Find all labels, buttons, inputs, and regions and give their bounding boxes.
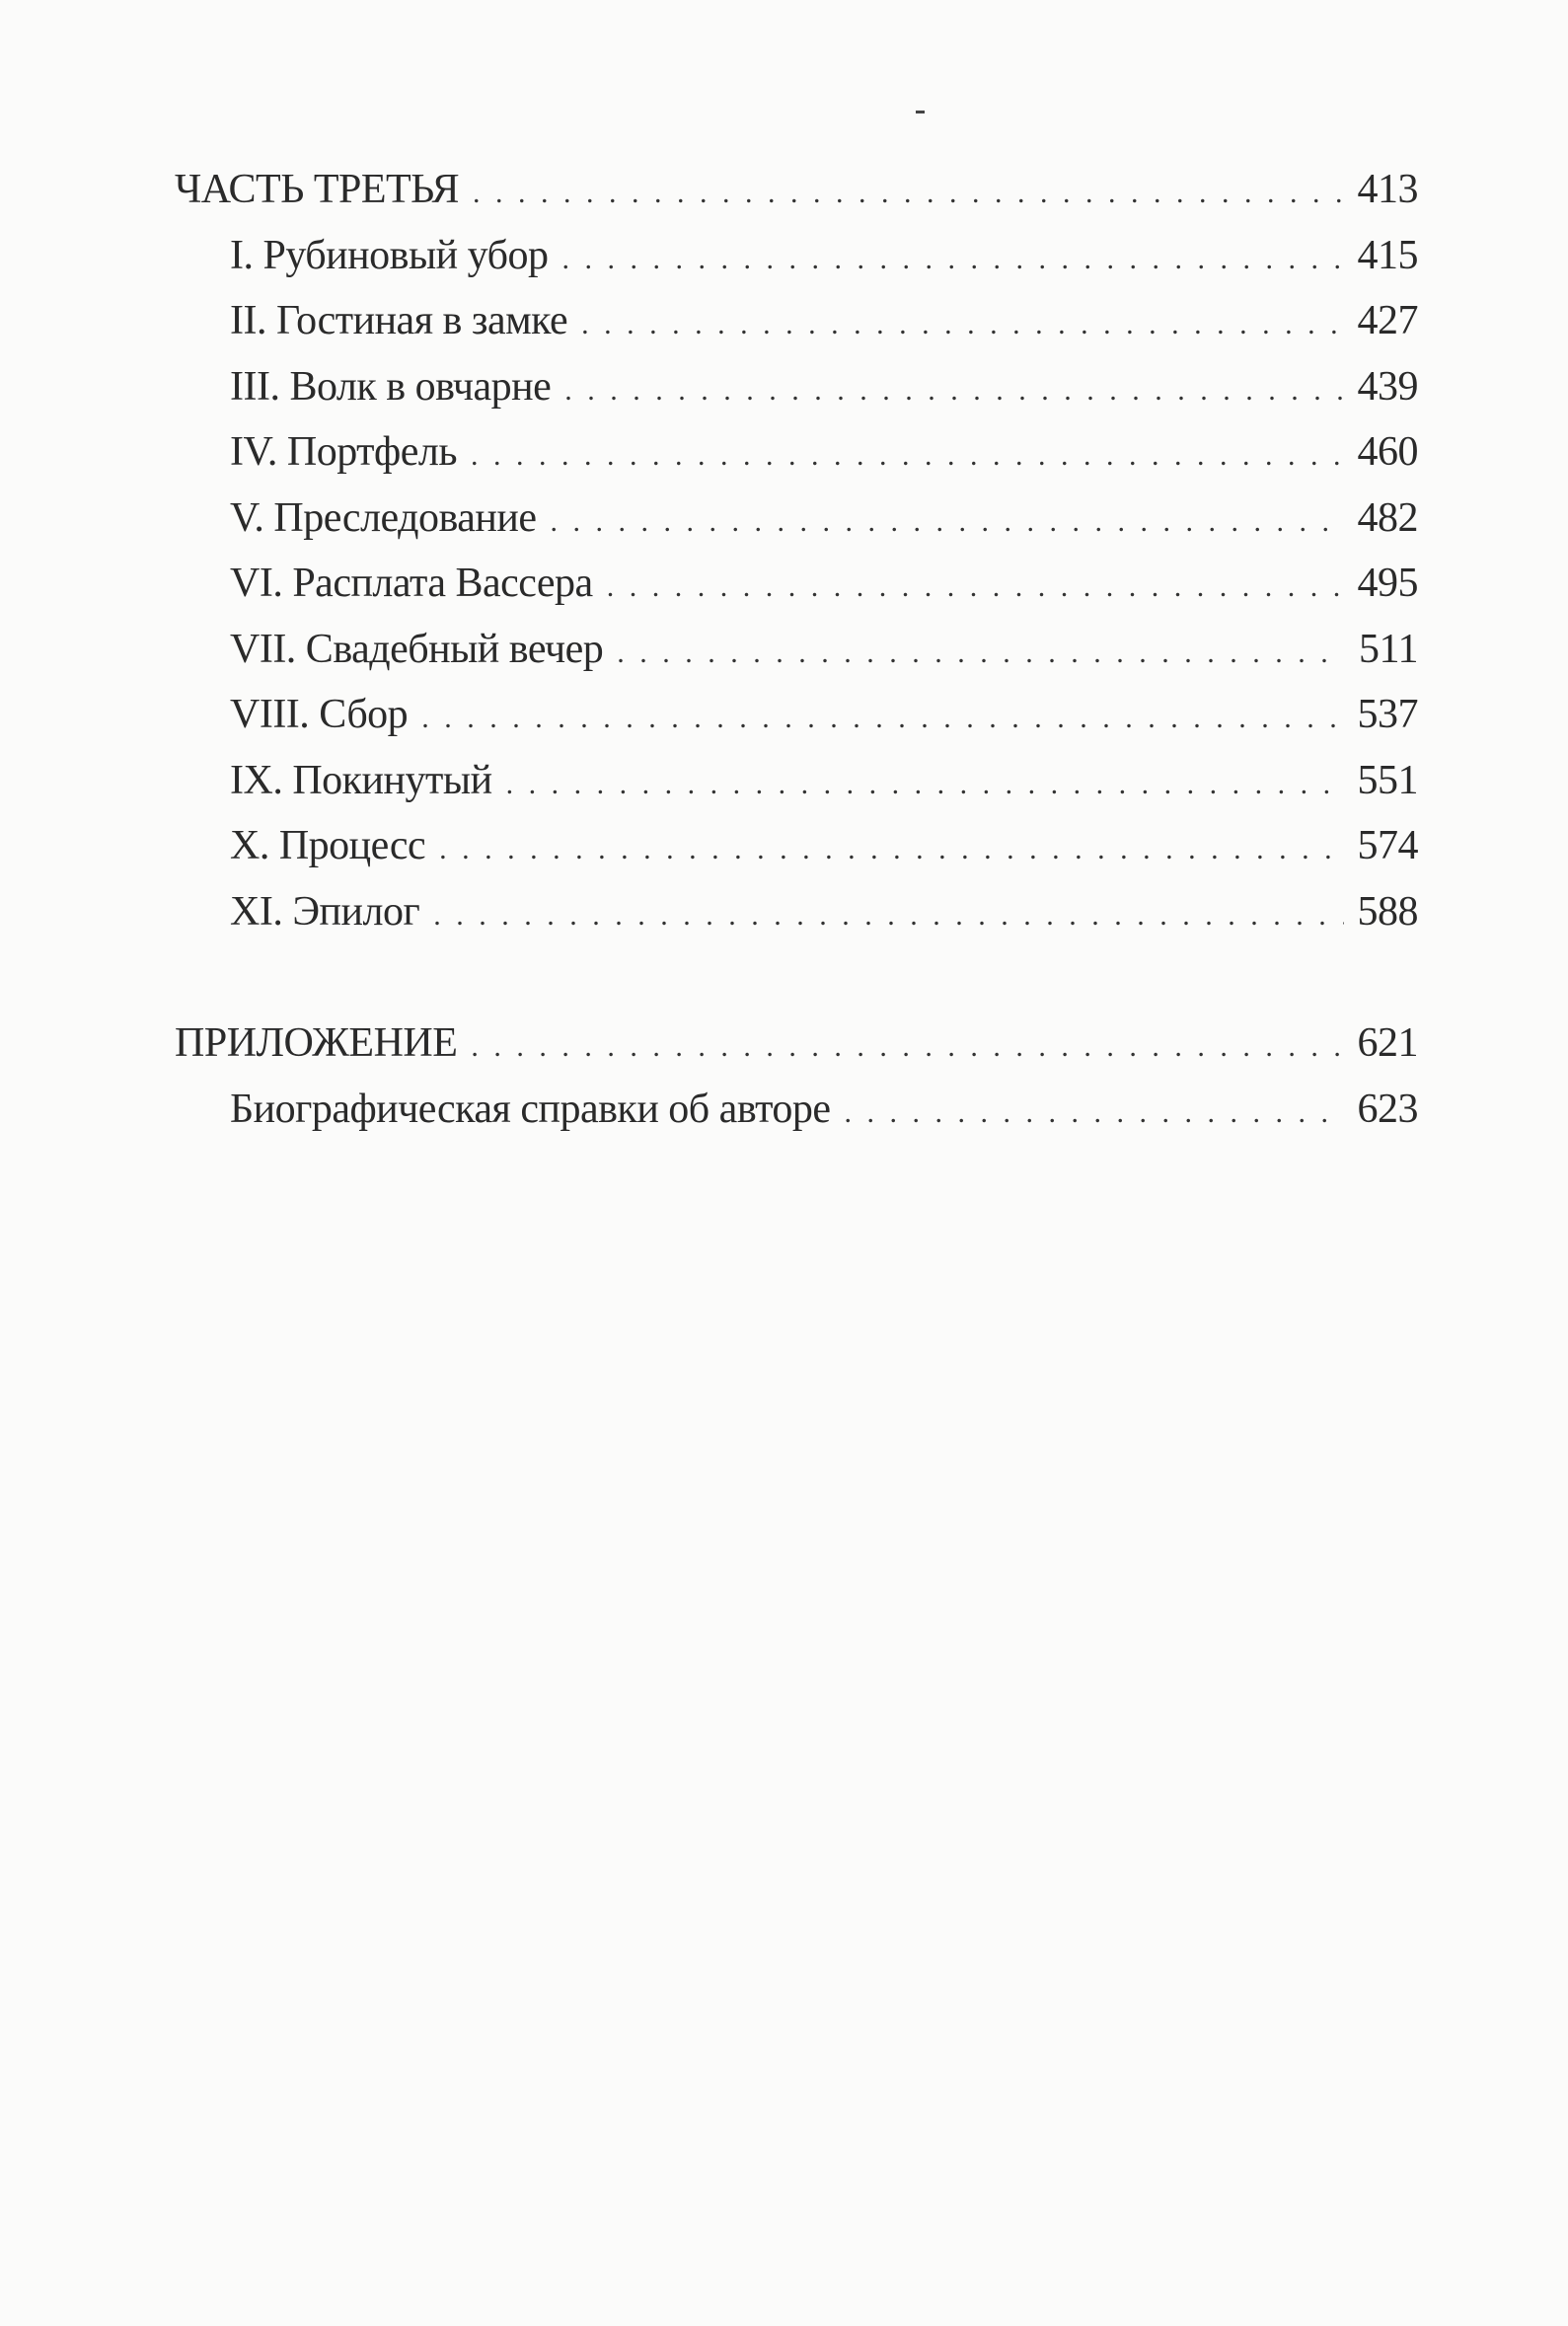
- entry-title: Биографическая справки об авторе: [230, 1086, 831, 1132]
- toc-entry-chapter: [175, 626, 1418, 692]
- table-of-contents: [175, 166, 1418, 1151]
- toc-entry-chapter: [175, 822, 1418, 888]
- entry-title: V. Преследование: [230, 494, 537, 541]
- toc-entry-part-three: [175, 166, 1418, 232]
- dot-leader: [581, 308, 1343, 341]
- dot-leader: [421, 702, 1343, 735]
- toc-entry-chapter: [175, 757, 1418, 823]
- print-mark: [916, 111, 925, 113]
- toc-entry-chapter: [175, 297, 1418, 363]
- entry-page: 427: [1357, 298, 1418, 343]
- toc-entry-chapter: [175, 560, 1418, 626]
- entry-title: IV. Портфель: [230, 429, 458, 475]
- entry-title: XI. Эпилог: [230, 888, 420, 935]
- dot-leader: [561, 243, 1343, 276]
- toc-entry-chapter: [175, 1086, 1418, 1152]
- toc-entry-chapter: [175, 232, 1418, 298]
- entry-title: II. Гостиная в замке: [230, 298, 568, 343]
- dot-leader: [473, 177, 1343, 210]
- entry-page: 574: [1357, 823, 1418, 868]
- dot-leader: [551, 505, 1344, 539]
- dot-leader: [845, 1096, 1344, 1130]
- entry-page: 482: [1357, 494, 1418, 541]
- toc-entry-chapter: [175, 494, 1418, 561]
- entry-title: ЧАСТЬ ТРЕТЬЯ: [175, 167, 460, 212]
- dot-leader: [607, 570, 1344, 604]
- entry-title: IX. Покинутый: [230, 757, 492, 803]
- entry-page: 551: [1357, 757, 1418, 803]
- entry-page: 413: [1357, 167, 1418, 212]
- dot-leader: [471, 439, 1343, 473]
- entry-page: 495: [1357, 561, 1418, 606]
- dot-leader: [564, 374, 1343, 408]
- entry-page: 511: [1359, 626, 1418, 672]
- dot-leader: [439, 833, 1343, 866]
- entry-page: 588: [1357, 888, 1418, 935]
- entry-title: X. Процесс: [230, 823, 426, 868]
- entry-title: VII. Свадебный вечер: [230, 626, 604, 672]
- entry-title: I. Рубиновый убор: [230, 232, 549, 278]
- entry-title: III. Волк в овчарне: [230, 363, 552, 410]
- dot-leader: [471, 1030, 1343, 1064]
- entry-page: 621: [1357, 1020, 1418, 1066]
- entry-page: 623: [1357, 1086, 1418, 1132]
- dot-leader: [506, 768, 1344, 801]
- dot-leader: [617, 637, 1345, 670]
- toc-entry-chapter: [175, 888, 1418, 954]
- entry-page: 537: [1357, 692, 1418, 737]
- toc-entry-appendix: [175, 1019, 1418, 1086]
- entry-page: 415: [1357, 232, 1418, 278]
- entry-title: ПРИЛОЖЕНИЕ: [175, 1020, 458, 1066]
- toc-entry-chapter: [175, 363, 1418, 429]
- entry-title: VIII. Сбор: [230, 692, 409, 737]
- toc-entry-chapter: [175, 691, 1418, 757]
- toc-entry-chapter: [175, 428, 1418, 494]
- entry-page: 439: [1357, 363, 1418, 410]
- dot-leader: [433, 899, 1343, 933]
- entry-page: 460: [1357, 429, 1418, 475]
- entry-title: VI. Расплата Вассера: [230, 561, 593, 606]
